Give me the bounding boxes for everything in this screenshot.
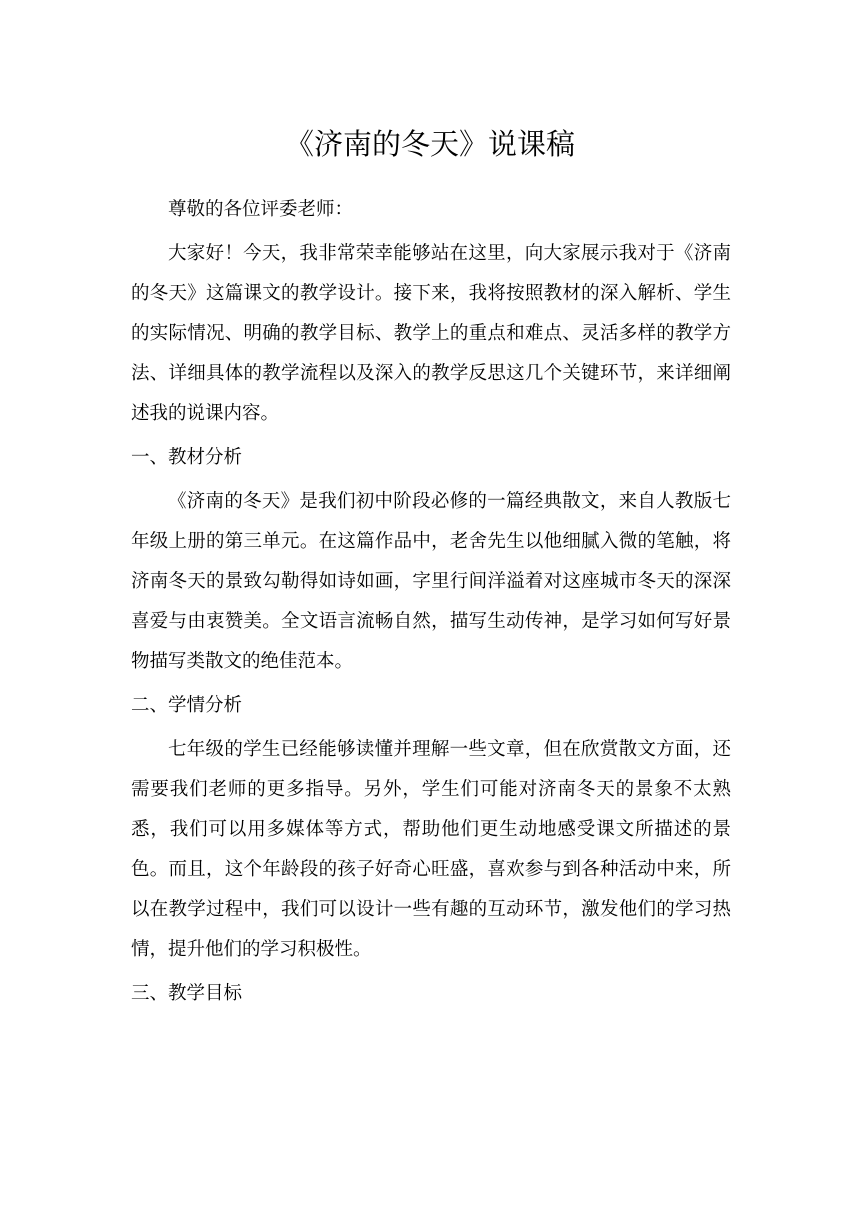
section-body-textbook-analysis: 《济南的冬天》是我们初中阶段必修的一篇经典散文，来自人教版七年级上册的第三单元。在这篇作品中，老舍先生以他细腻入微的笔触，将济南冬天的景致勾勒得如诗如画，字里行间洋溢着对这座城市冬天的深深喜爱与由衷赞美。全文语言流畅自然，描写生动传神，是学习如何写好景物描写类散文的绝佳范本。 (131, 491, 731, 672)
salutation: 尊敬的各位评委老师： (168, 199, 354, 220)
section-body-student-analysis: 七年级的学生已经能够读懂并理解一些文章，但在欣赏散文方面，还需要我们老师的更多指导。另外，学生们可能对济南冬天的景象不太熟悉，我们可以用多媒体等方式，帮助他们更生动地感受课文所描述的景色。而且，这个年龄段的孩子好奇心旺盛，喜欢参与到各种活动中来，所以在教学过程中，我们可以设计一些有趣的互动环节，激发他们的学习热情，提升他们的学习积极性。 (131, 739, 731, 960)
section-heading-teaching-goals: 三、教学目标 (131, 983, 243, 1004)
page-title: 《济南的冬天》说课稿 (284, 127, 575, 161)
intro-paragraph: 大家好！今天，我非常荣幸能够站在这里，向大家展示我对于《济南的冬天》这篇课文的教学设计。接下来，我将按照教材的深入解析、学生的实际情况、明确的教学目标、教学上的重点和难点、灵活多样的教学方法、详细具体的教学流程以及深入的教学反思这几个关键环节，来详细阐述我的说课内容。 (131, 243, 731, 424)
section-heading-textbook-analysis: 一、教材分析 (131, 447, 243, 468)
section-heading-student-analysis: 二、学情分析 (131, 695, 243, 716)
document-body (131, 190, 731, 1014)
